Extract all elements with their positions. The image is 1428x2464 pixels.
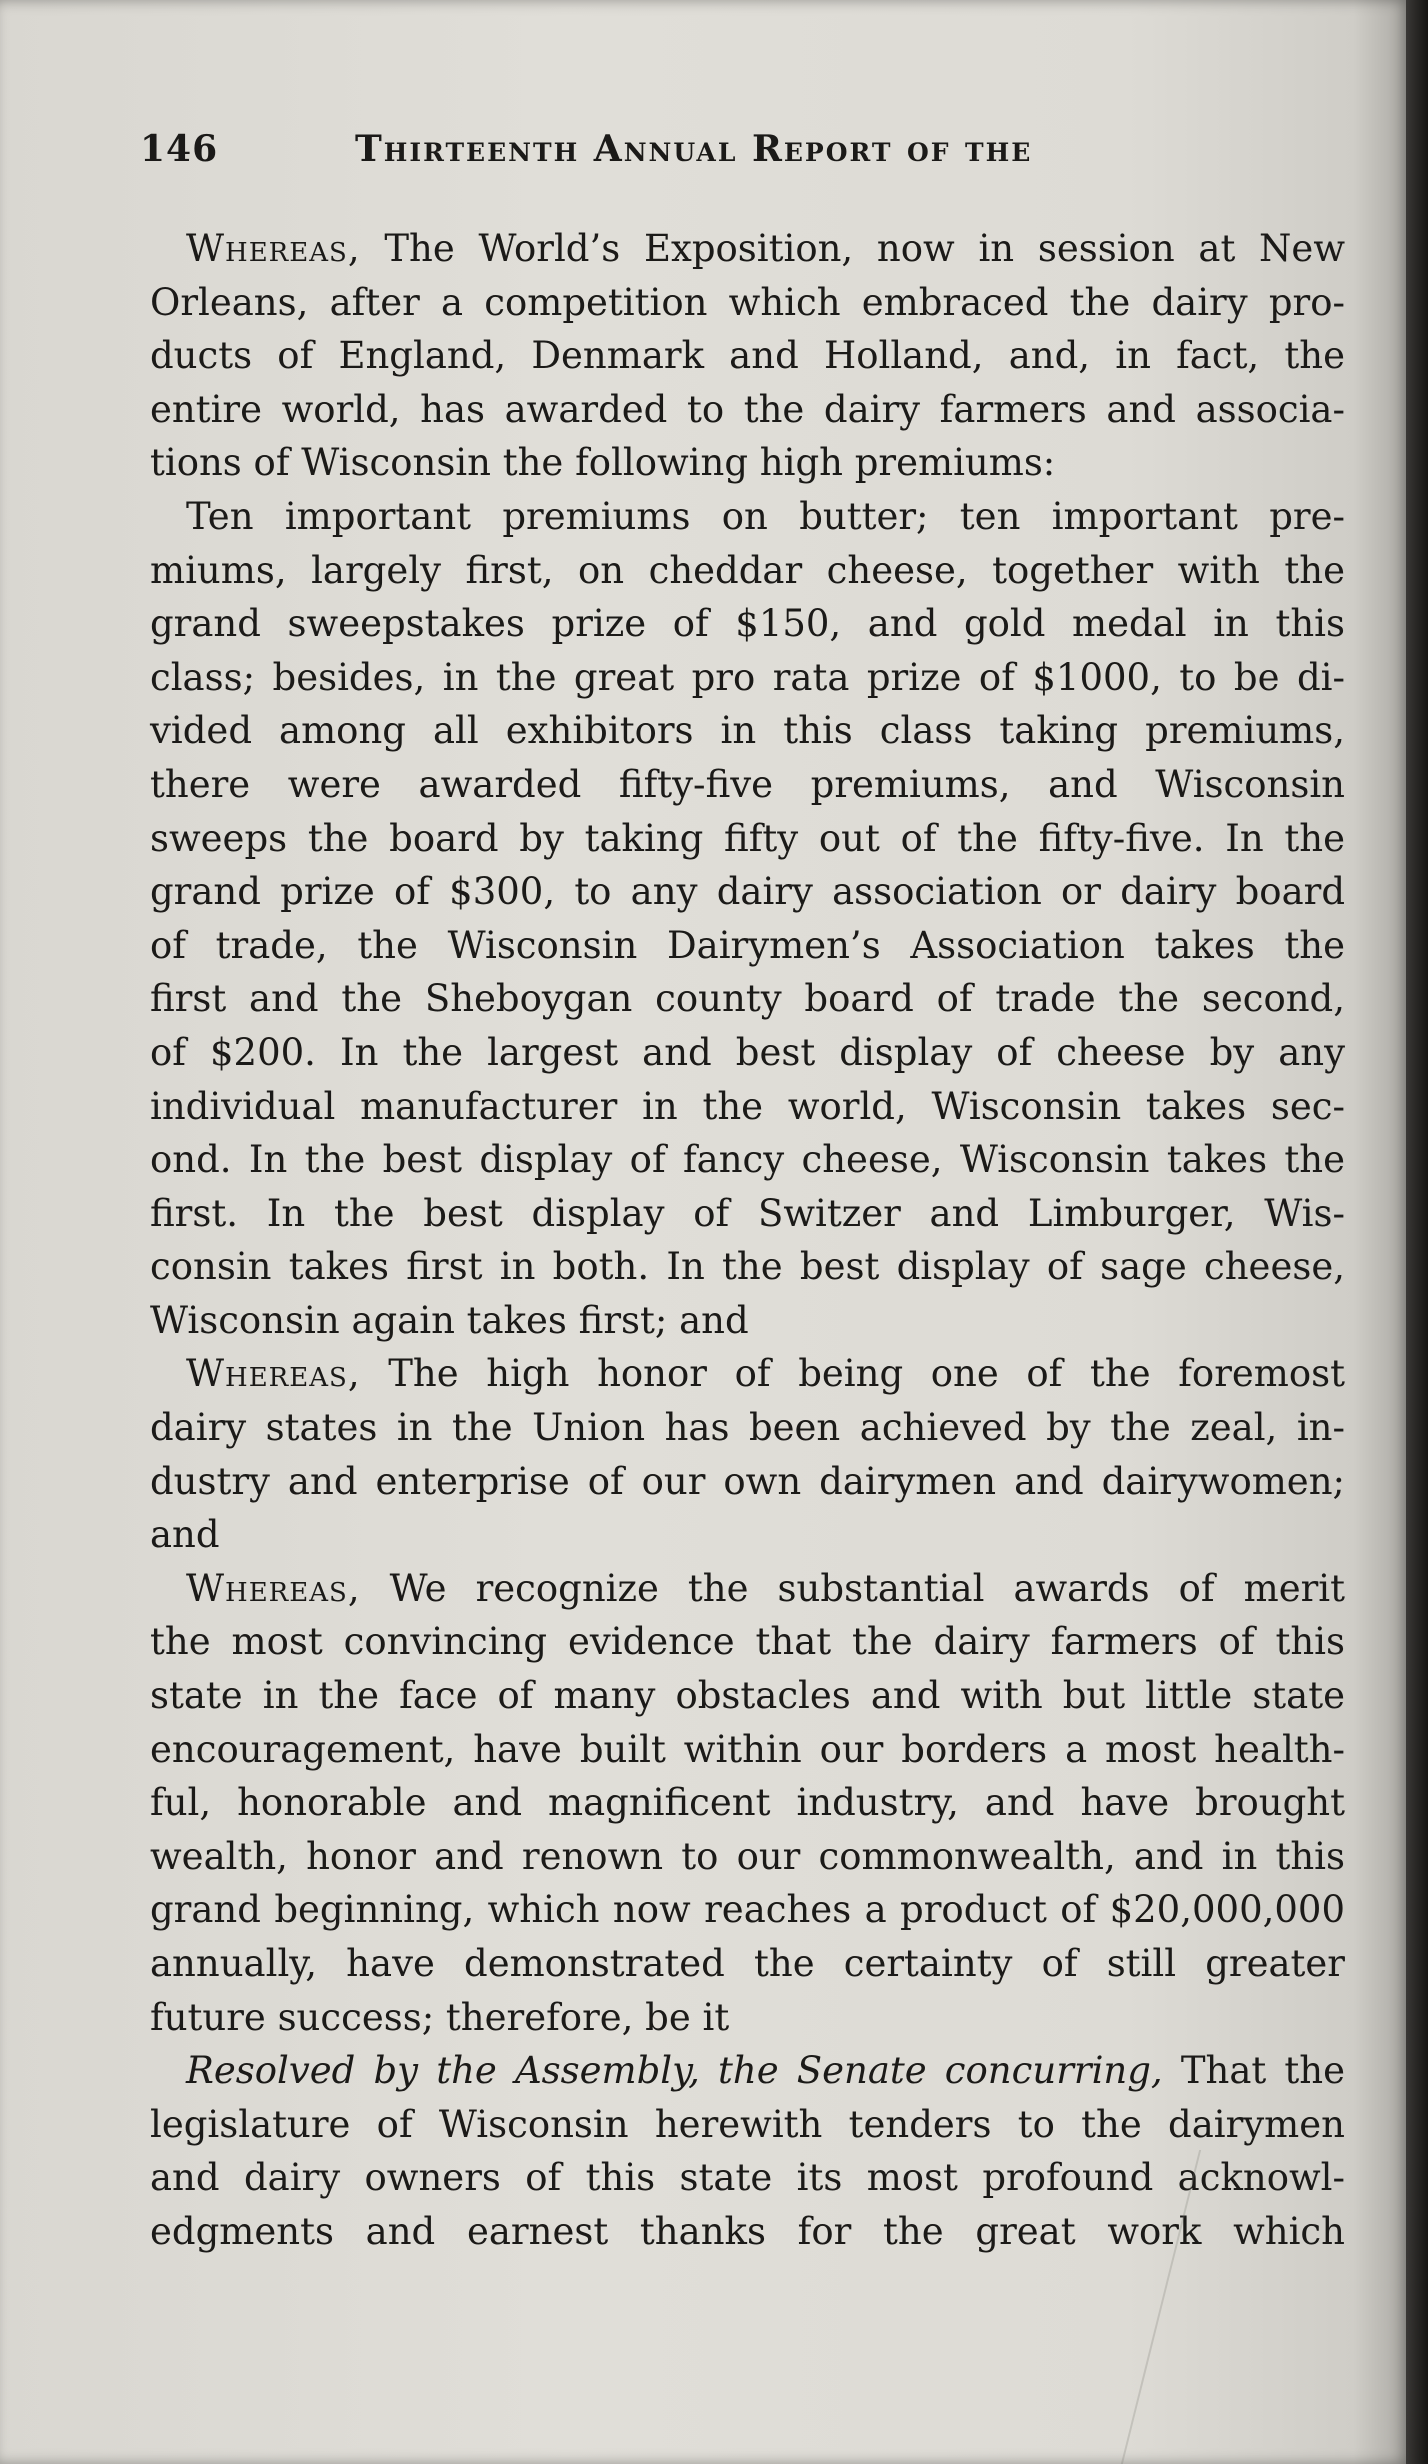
- text-line: annually, have demonstrated the certainty of still greater: [150, 1942, 1345, 1985]
- text-line: grand beginning, which now reaches a product of $20,000,000: [150, 1888, 1345, 1932]
- text-line: ond. In the best display of fancy cheese, Wisconsin takes the: [150, 1138, 1345, 1182]
- text-line: individual manufacturer in the world, Wisconsin takes sec-: [150, 1084, 1345, 1128]
- text-line: and dairy owners of this state its most profound acknowl-: [150, 2156, 1345, 2200]
- text-line: Whereas, We recognize the substantial awards of merit: [186, 1566, 1345, 1610]
- page-header: [140, 128, 1140, 174]
- paragraph-resolved: [150, 2044, 1345, 2258]
- text-line: first and the Sheboygan county board of trade the second,: [150, 977, 1345, 1021]
- text-line: grand prize of $300, to any dairy association or dairy board: [150, 870, 1345, 914]
- whereas-lead: Whereas,: [186, 227, 361, 270]
- body-text: [150, 222, 1345, 2259]
- text-line: dairy states in the Union has been achieved by the zeal, in-: [150, 1406, 1345, 1450]
- paragraph-whereas-recognize: [150, 1562, 1345, 2044]
- whereas-lead: Whereas,: [186, 1566, 361, 1610]
- text-line: and: [150, 1513, 220, 1557]
- text-line: edgments and earnest thanks for the great work which: [150, 2209, 1345, 2253]
- text-line: miums, largely first, on cheddar cheese, together with the: [150, 548, 1345, 592]
- text-line: entire world, has awarded to the dairy farmers and associa-: [150, 387, 1345, 431]
- text-line: first. In the best display of Switzer and Limburger, Wis-: [150, 1191, 1345, 1235]
- text-line: legislature of Wisconsin herewith tenders to the dairymen: [150, 2102, 1345, 2146]
- text-line: of $200. In the largest and best display of cheese by any: [150, 1030, 1345, 1074]
- text-line: Ten important premiums on butter; ten important pre-: [186, 494, 1345, 538]
- text-line: of trade, the Wisconsin Dairymen’s Association takes the: [150, 923, 1345, 967]
- text-line: Whereas, The World’s Exposition, now in session at New: [186, 227, 1345, 270]
- text-line: encouragement, have built within our borders a most health-: [150, 1727, 1345, 1771]
- text-line: dustry and enterprise of our own dairymen and dairywomen;: [150, 1459, 1345, 1503]
- paragraph-whereas-honor: [150, 1347, 1345, 1561]
- page-number: 146: [140, 128, 219, 170]
- text-line: Wisconsin again takes first; and: [150, 1298, 749, 1342]
- text-line: wealth, honor and renown to our commonwealth, and in this: [150, 1834, 1345, 1878]
- paragraph-whereas-exposition: [150, 222, 1345, 490]
- text-line: vided among all exhibitors in this class taking premiums,: [150, 709, 1345, 753]
- text-line: there were awarded fifty-five premiums, and Wisconsin: [150, 762, 1345, 806]
- text-line: Orleans, after a competition which embraced the dairy pro-: [150, 280, 1345, 324]
- text-line: sweeps the board by taking fifty out of the fifty-five. In the: [150, 816, 1345, 860]
- paragraph-premiums: [150, 490, 1345, 1348]
- text-line: ducts of England, Denmark and Holland, and, in fact, the: [150, 334, 1345, 378]
- text-line: consin takes first in both. In the best display of sage cheese,: [150, 1245, 1345, 1289]
- text-line: tions of Wisconsin the following high premiums:: [150, 441, 1056, 485]
- running-head: Thirteenth Annual Report of the: [355, 128, 1033, 170]
- resolved-lead: Resolved by the Assembly, the Senate concurring,: [186, 2049, 1163, 2093]
- text-line: the most convincing evidence that the dairy farmers of this: [150, 1620, 1345, 1664]
- page-edge-shadow: [1406, 0, 1428, 2464]
- text-line: Whereas, The high honor of being one of the foremost: [186, 1352, 1345, 1396]
- text-line: Resolved by the Assembly, the Senate concurring, That the: [186, 2049, 1346, 2093]
- text-line: state in the face of many obstacles and with but little state: [150, 1674, 1345, 1718]
- whereas-lead: Whereas,: [186, 1352, 361, 1396]
- text-line: class; besides, in the great pro rata prize of $1000, to be di-: [150, 655, 1345, 699]
- text-line: ful, honorable and magnificent industry, and have brought: [150, 1781, 1345, 1825]
- text-line: future success; therefore, be it: [150, 1995, 730, 2039]
- text-line: grand sweepstakes prize of $150, and gold medal in this: [150, 602, 1345, 646]
